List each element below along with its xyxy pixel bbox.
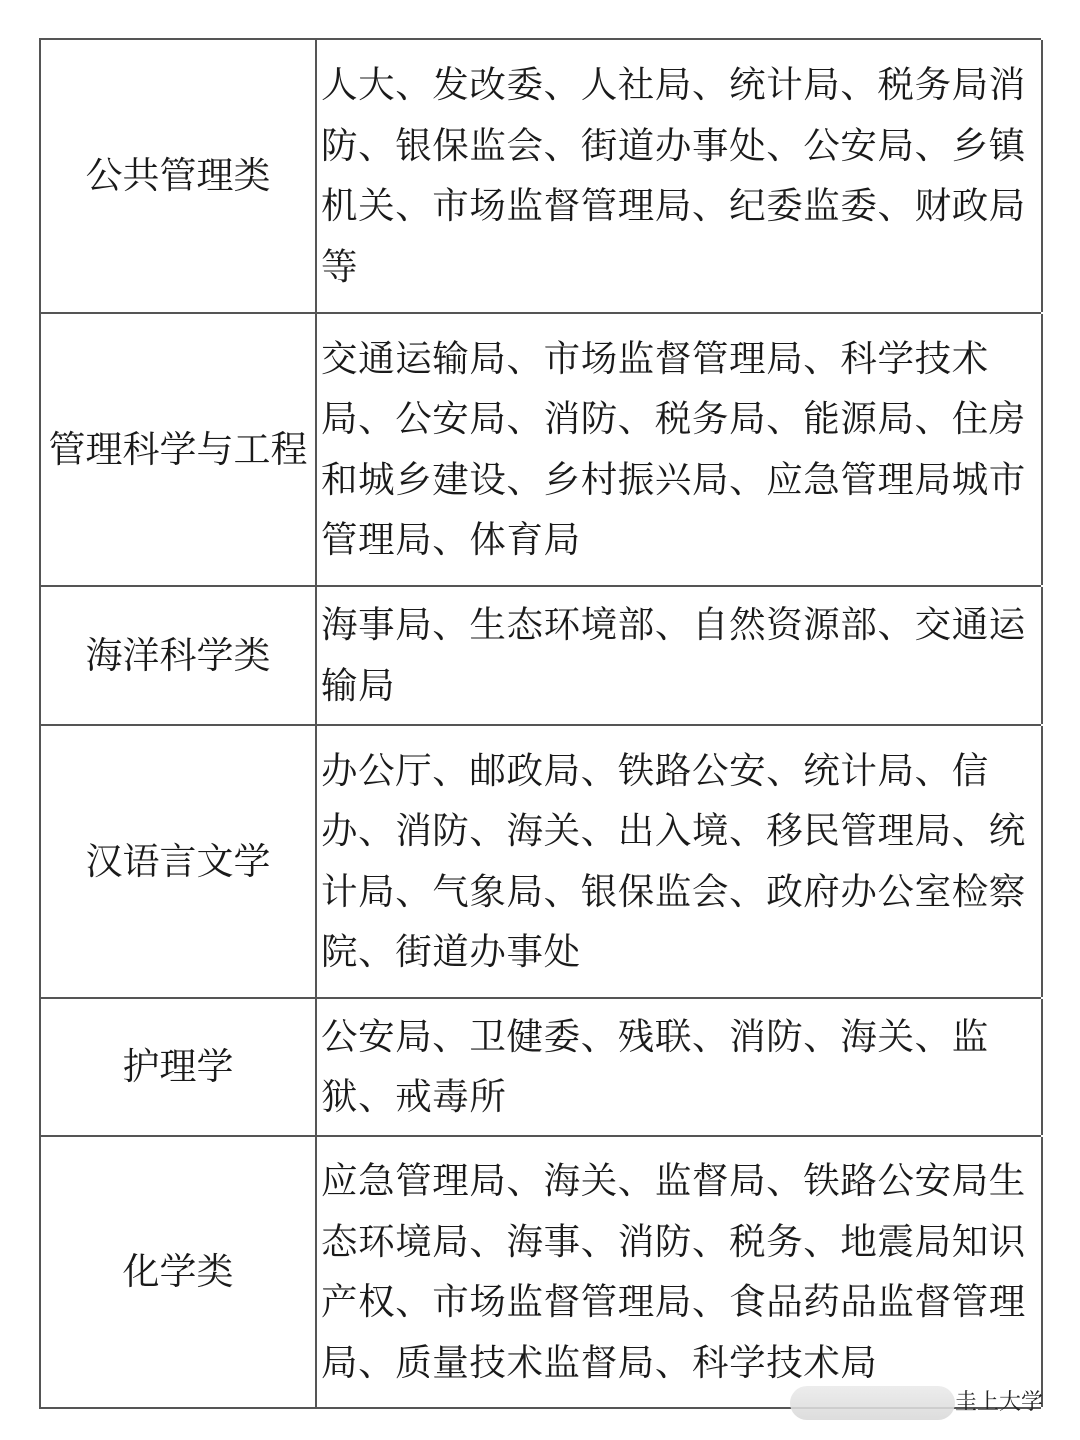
major-cell (41, 314, 317, 585)
agencies-text: 交通运输局、市场监督管理局、科学技术局、公安局、消防、税务局、能源局、住房和城乡建设、乡村振兴局、应急管理局城市管理局、体育局 (321, 336, 1026, 561)
major-cell (41, 40, 317, 312)
agencies-cell (317, 999, 1043, 1135)
watermark-text: 圭上大学 (955, 1390, 1044, 1415)
agencies-text: 海事局、生态环境部、自然资源部、交通运输局 (321, 603, 1026, 707)
major-cell (41, 587, 317, 724)
table-row (41, 726, 1041, 999)
agencies-cell (317, 1137, 1043, 1407)
major-cell (41, 726, 317, 997)
major-cell (41, 999, 317, 1135)
table-row (41, 999, 1041, 1137)
major-label: 管理科学与工程 (48, 427, 308, 471)
agencies-cell (317, 314, 1043, 585)
agencies-cell (317, 40, 1043, 312)
major-label: 公共管理类 (85, 154, 271, 197)
career-table (39, 38, 1041, 1409)
major-label: 化学类 (122, 1250, 234, 1293)
watermark-overlay (790, 1386, 955, 1420)
agencies-cell (317, 587, 1043, 724)
major-label: 护理学 (122, 1045, 234, 1088)
agencies-cell (317, 726, 1043, 997)
agencies-text: 应急管理局、海关、监督局、铁路公安局生态环境局、海事、消防、税务、地震局知识产权、市场监督管理局、食品药品监督管理局、质量技术监督局、科学技术局 (321, 1159, 1026, 1384)
major-label: 海洋科学类 (85, 633, 271, 677)
table-row (41, 1137, 1041, 1409)
major-cell (41, 1137, 317, 1407)
agencies-text: 公安局、卫健委、残联、消防、海关、监狱、戒毒所 (321, 1014, 989, 1118)
table-row (41, 314, 1041, 587)
table-row (41, 40, 1041, 314)
agencies-text: 办公厅、邮政局、铁路公安、统计局、信办、消防、海关、出入境、移民管理局、统计局、气象局、银保监会、政府办公室检察院、街道办事处 (321, 748, 1026, 973)
agencies-text: 人大、发改委、人社局、统计局、税务局消防、银保监会、街道办事处、公安局、乡镇机关、市场监督管理局、纪委监委、财政局等 (321, 63, 1026, 288)
major-label: 汉语言文学 (85, 839, 271, 883)
table-row (41, 587, 1041, 726)
